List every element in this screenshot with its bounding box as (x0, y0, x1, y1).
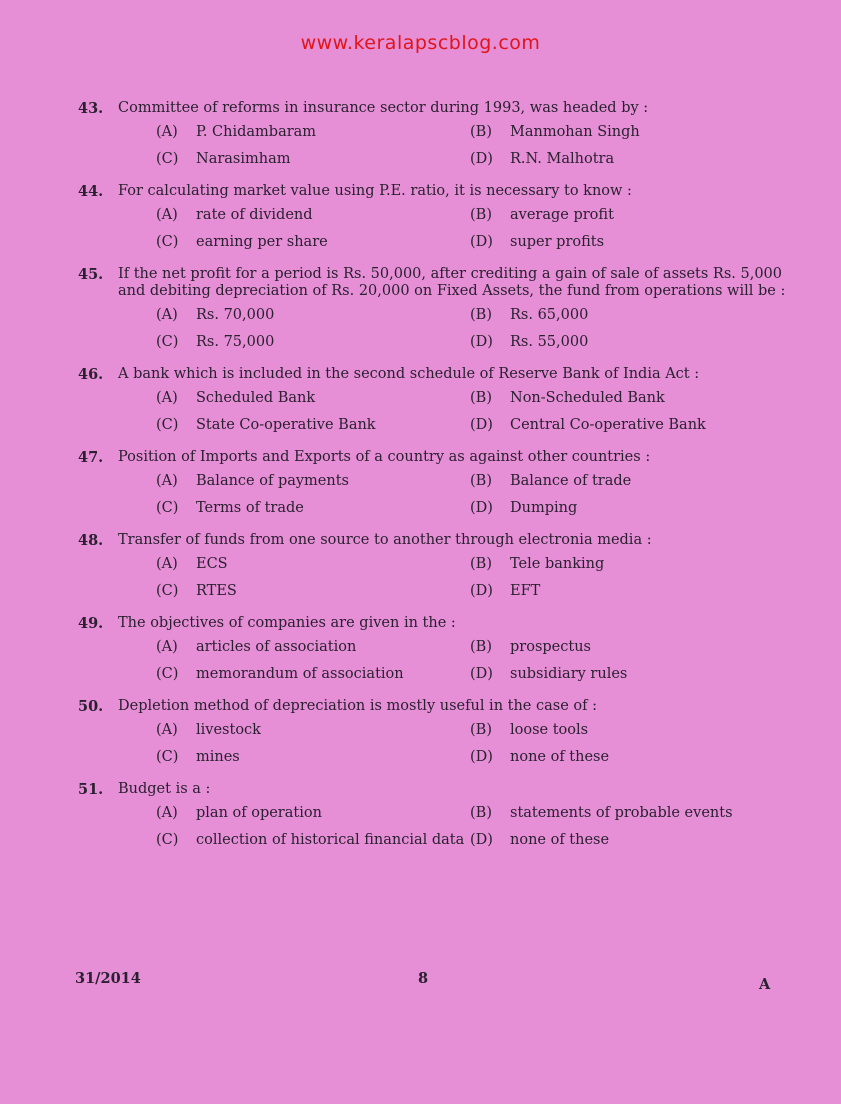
paper-code: 31/2014 (75, 970, 141, 987)
question-number: 46. (78, 366, 104, 383)
question-number: 47. (78, 449, 104, 466)
option-d: (D) Rs. 55,000 (470, 334, 589, 350)
option-a: (A) articles of association (156, 639, 357, 655)
option-c: (C) Terms of trade (156, 500, 304, 516)
option-a: (A) ECS (156, 556, 228, 572)
option-a: (A) Rs. 70,000 (156, 307, 275, 323)
question-text: Budget is a : (118, 781, 211, 797)
option-a: (A) Scheduled Bank (156, 390, 316, 406)
question (78, 100, 788, 169)
question (78, 266, 788, 352)
option-c: (C) State Co-operative Bank (156, 417, 376, 433)
question-list (0, 100, 841, 864)
option-b: (B) statements of probable events (470, 805, 733, 821)
option-b: (B) average profit (470, 207, 614, 223)
option-d: (D) EFT (470, 583, 541, 599)
option-d: (D) Central Co-operative Bank (470, 417, 706, 433)
option-a: (A) P. Chidambaram (156, 124, 317, 140)
option-b: (B) loose tools (470, 722, 589, 738)
question (78, 449, 788, 518)
option-c: (C) mines (156, 749, 240, 765)
question (78, 698, 788, 767)
question-number: 48. (78, 532, 104, 549)
question-text: If the net profit for a period is Rs. 50,000, after crediting a gain of sale of assets Rs. 5,000 and debiting depreciation of Rs. 20,000 on Fixed Assets, the fund from operations will be : (118, 266, 786, 299)
option-c: (C) collection of historical financial data (156, 832, 465, 848)
option-d: (D) none of these (470, 749, 610, 765)
question-text: Transfer of funds from one source to another through electronia media : (118, 532, 652, 548)
series-letter: A (759, 976, 771, 993)
question (78, 366, 788, 435)
question-number: 45. (78, 266, 104, 283)
question-text: Position of Imports and Exports of a country as against other countries : (118, 449, 651, 465)
option-b: (B) Manmohan Singh (470, 124, 640, 140)
option-c: (C) Narasimham (156, 151, 291, 167)
question (78, 532, 788, 601)
question-number: 51. (78, 781, 104, 798)
option-c: (C) RTES (156, 583, 237, 599)
option-c: (C) earning per share (156, 234, 328, 250)
question (78, 183, 788, 252)
option-a: (A) livestock (156, 722, 261, 738)
option-d: (D) Dumping (470, 500, 578, 516)
option-d: (D) super profits (470, 234, 605, 250)
option-b: (B) Tele banking (470, 556, 605, 572)
question-text: Committee of reforms in insurance sector during 1993, was headed by : (118, 100, 649, 116)
option-c: (C) memorandum of association (156, 666, 404, 682)
watermark-url[interactable]: www.keralapscblog.com (300, 32, 541, 54)
option-a: (A) plan of operation (156, 805, 322, 821)
option-d: (D) none of these (470, 832, 610, 848)
page-footer (75, 970, 775, 994)
question (78, 781, 788, 850)
option-b: (B) Non-Scheduled Bank (470, 390, 665, 406)
option-d: (D) R.N. Malhotra (470, 151, 615, 167)
question-text: The objectives of companies are given in the : (118, 615, 456, 631)
option-a: (A) rate of dividend (156, 207, 313, 223)
option-c: (C) Rs. 75,000 (156, 334, 275, 350)
question-text: Depletion method of depreciation is mostly useful in the case of : (118, 698, 597, 714)
option-a: (A) Balance of payments (156, 473, 349, 489)
option-b: (B) Balance of trade (470, 473, 632, 489)
question (78, 615, 788, 684)
question-number: 50. (78, 698, 104, 715)
option-b: (B) Rs. 65,000 (470, 307, 589, 323)
question-number: 49. (78, 615, 104, 632)
question-text: For calculating market value using P.E. ratio, it is necessary to know : (118, 183, 632, 199)
page-number: 8 (418, 970, 429, 987)
question-text: A bank which is included in the second schedule of Reserve Bank of India Act : (118, 366, 700, 382)
option-d: (D) subsidiary rules (470, 666, 628, 682)
option-b: (B) prospectus (470, 639, 591, 655)
question-number: 43. (78, 100, 104, 117)
question-number: 44. (78, 183, 104, 200)
